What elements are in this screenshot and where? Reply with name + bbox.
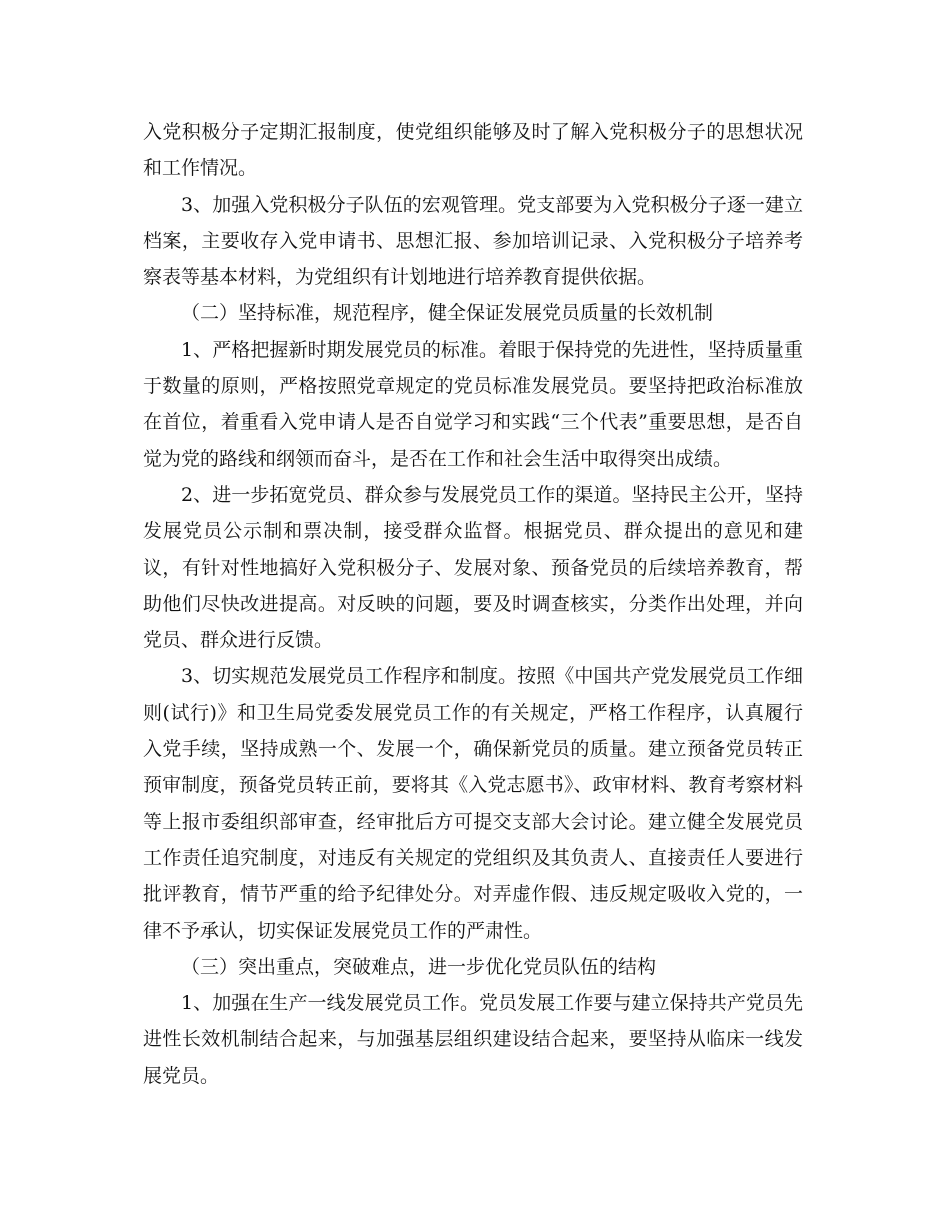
paragraph-item-1-standards: 1、严格把握新时期发展党员的标准。着眼于保持党的先进性，坚持质量重于数量的原则，严格按照党章规定的党员标准发展党员。要坚持把政治标准放在首位，着重看入党申请人是否自觉学习和实践“三个代表”重要思想，是否自觉为党的路线和纲领而奋斗，是否在工作和社会生活中取得突出成绩。 — [143, 338, 803, 470]
paragraph-item-3-procedures: 3、切实规范发展党员工作程序和制度。按照《中国共产党发展党员工作细则(试行)》和卫生局党委发展党员工作的有关规定，严格工作程序，认真履行入党手续，坚持成熟一个、发展一个，确保新党员的质量。建立预备党员转正预审制度，预备党员转正前，要将其《入党志愿书》、政审材料、教育考察材料等上报市委组织部审查，经审批后方可提交支部大会讨论。建立健全发展党员工作责任追究制度，对违反有关规定的党组织及其负责人、直接责任人要进行批评教育，情节严重的给予纪律处分。对弄虚作假、违反规定吸收入党的，一律不予承认，切实保证发展党员工作的严肃性。 — [143, 665, 803, 942]
paragraph-item-3-macro-management: 3、加强入党积极分子队伍的宏观管理。党支部要为入党积极分子逐一建立档案，主要收存入党申请书、思想汇报、参加培训记录、入党积极分子培养考察表等基本材料，为党组织有计划地进行培养教育提供依据。 — [143, 193, 803, 289]
paragraph-item-2-channels: 2、进一步拓宽党员、群众参与发展党员工作的渠道。坚持民主公开，坚持发展党员公示制和票决制，接受群众监督。根据党员、群众提出的意见和建议，有针对性地搞好入党积极分子、发展对象、预备党员的后续培养教育，帮助他们尽快改进提高。对反映的问题，要及时调查核实，分类作出处理，并向党员、群众进行反馈。 — [143, 483, 803, 652]
document-body — [143, 114, 803, 1094]
section-heading-3: （三）突出重点，突破难点，进一步优化党员队伍的结构 — [181, 955, 657, 978]
paragraph-item-1-frontline: 1、加强在生产一线发展党员工作。党员发展工作要与建立保持共产党员先进性长效机制结合起来，与加强基层组织建设结合起来，要坚持从临床一线发展党员。 — [143, 992, 803, 1087]
section-heading-2: （二）坚持标准，规范程序，健全保证发展党员质量的长效机制 — [181, 302, 714, 325]
paragraph-continuation: 入党积极分子定期汇报制度，使党组织能够及时了解入党积极分子的思想状况和工作情况。 — [143, 121, 803, 180]
